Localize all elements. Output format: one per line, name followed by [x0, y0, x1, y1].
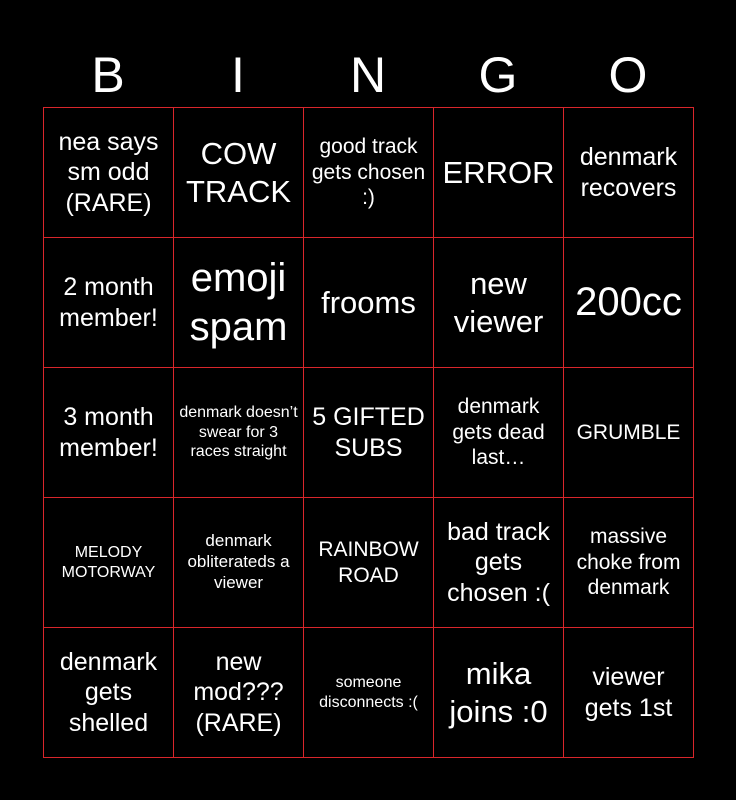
cell-label: denmark gets shelled [59, 647, 158, 737]
cell-label: denmark gets dead last… [452, 395, 545, 470]
bingo-cell[interactable] [564, 498, 694, 628]
cell-label: denmark obliterateds a viewer [187, 531, 290, 592]
cell-label: MELODY MOTORWAY [61, 543, 156, 581]
bingo-cell[interactable] [44, 628, 174, 758]
bingo-board [43, 107, 694, 758]
bingo-cell[interactable] [174, 108, 304, 238]
cell-label: mika joins :0 [449, 655, 548, 729]
bingo-cell[interactable] [564, 238, 694, 368]
bingo-cell[interactable] [304, 628, 434, 758]
bingo-cell[interactable] [564, 108, 694, 238]
bingo-cell[interactable] [304, 368, 434, 498]
header-letter-i: I [231, 47, 245, 103]
bingo-cell[interactable] [44, 498, 174, 628]
cell-label: emoji spam [189, 255, 288, 349]
cell-label: nea says sm odd (RARE) [58, 127, 159, 217]
bingo-cell[interactable] [304, 238, 434, 368]
header-letter-b: B [91, 47, 125, 103]
cell-label: 5 GIFTED SUBS [312, 403, 425, 462]
cell-label: denmark recovers [579, 143, 678, 202]
bingo-cell[interactable] [44, 238, 174, 368]
bingo-cell[interactable] [304, 108, 434, 238]
bingo-cell[interactable] [44, 108, 174, 238]
cell-label: frooms [321, 284, 416, 320]
bingo-cell[interactable] [564, 368, 694, 498]
bingo-cell[interactable] [304, 498, 434, 628]
header-letter-o: O [608, 47, 648, 103]
cell-label: ERROR [442, 154, 555, 190]
cell-label: RAINBOW ROAD [318, 537, 419, 587]
header-letter-g: G [478, 47, 518, 103]
bingo-cell[interactable] [174, 368, 304, 498]
cell-label: new mod??? (RARE) [193, 647, 284, 737]
cell-label: viewer gets 1st [584, 663, 673, 722]
bingo-cell[interactable] [44, 368, 174, 498]
cell-label: someone disconnects :( [319, 673, 418, 711]
cell-label: 2 month member! [59, 273, 158, 332]
bingo-cell[interactable] [564, 628, 694, 758]
bingo-cell[interactable] [434, 108, 564, 238]
cell-label: new viewer [453, 265, 544, 339]
bingo-cell[interactable] [434, 368, 564, 498]
bingo-cell[interactable] [174, 238, 304, 368]
bingo-cell[interactable] [434, 628, 564, 758]
cell-label: GRUMBLE [576, 420, 681, 444]
header-letter-n: N [349, 47, 387, 103]
cell-label: bad track gets chosen :( [447, 517, 550, 607]
bingo-header [43, 44, 693, 106]
bingo-cell[interactable] [434, 238, 564, 368]
cell-label: 3 month member! [59, 403, 158, 462]
bingo-cell[interactable] [174, 498, 304, 628]
cell-label: COW TRACK [185, 135, 292, 209]
bingo-cell[interactable] [434, 498, 564, 628]
cell-label: denmark doesn’t swear for 3 races straight [179, 404, 298, 461]
cell-label: 200cc [575, 280, 682, 325]
cell-label: massive choke from denmark [576, 525, 681, 600]
cell-label: good track gets chosen :) [311, 135, 426, 210]
bingo-cell[interactable] [174, 628, 304, 758]
